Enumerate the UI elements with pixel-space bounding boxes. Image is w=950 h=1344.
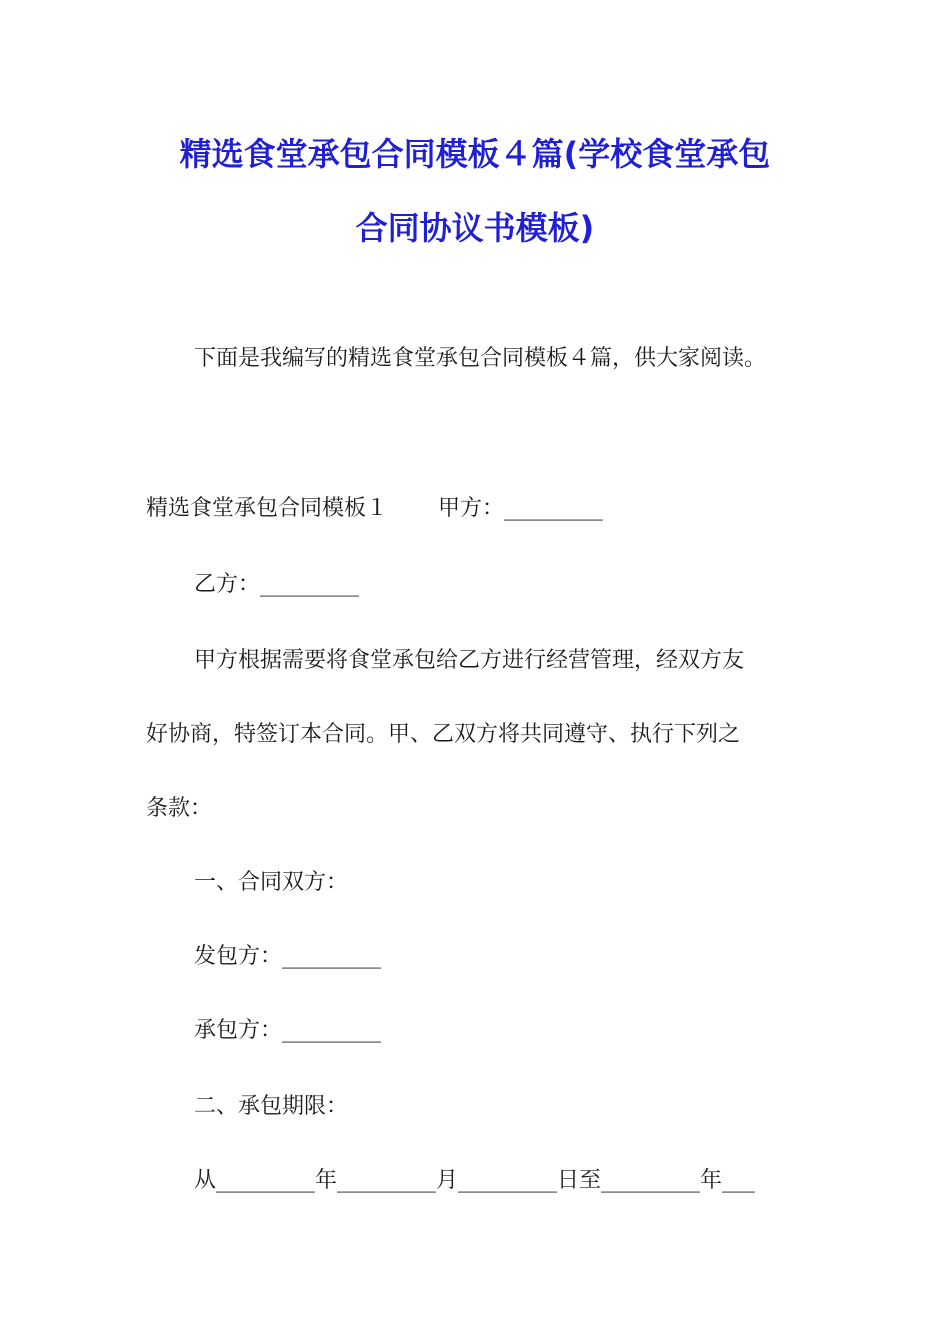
document-title-line-2: 合同协议书模板) [355, 209, 595, 247]
party-a-field: 甲方：_________ [438, 496, 604, 521]
paragraph-line-3: 条款： [146, 796, 213, 821]
intro-paragraph: 下面是我编写的精选食堂承包合同模板４篇，供大家阅读。 [194, 346, 767, 371]
paragraph-line-2: 好协商，特签订本合同。甲、乙双方将共同遵守、执行下列之 [146, 722, 741, 747]
document-title-line-1: 精选食堂承包合同模板４篇(学校食堂承包 [179, 135, 771, 173]
paragraph-line-1: 甲方根据需要将食堂承包给乙方进行经营管理，经双方友 [194, 648, 745, 673]
term-period-line: 从_________年_________月_________日至_________年___ [194, 1168, 756, 1193]
contractor-field: 承包方：_________ [194, 1018, 382, 1043]
issuer-field: 发包方：_________ [194, 944, 382, 969]
section-heading-term: 二、承包期限： [194, 1094, 349, 1119]
contract-heading: 精选食堂承包合同模板１ [146, 496, 389, 521]
section-heading-parties: 一、合同双方： [194, 870, 349, 895]
party-b-field: 乙方：_________ [194, 572, 360, 597]
contract-heading-row [146, 494, 603, 524]
